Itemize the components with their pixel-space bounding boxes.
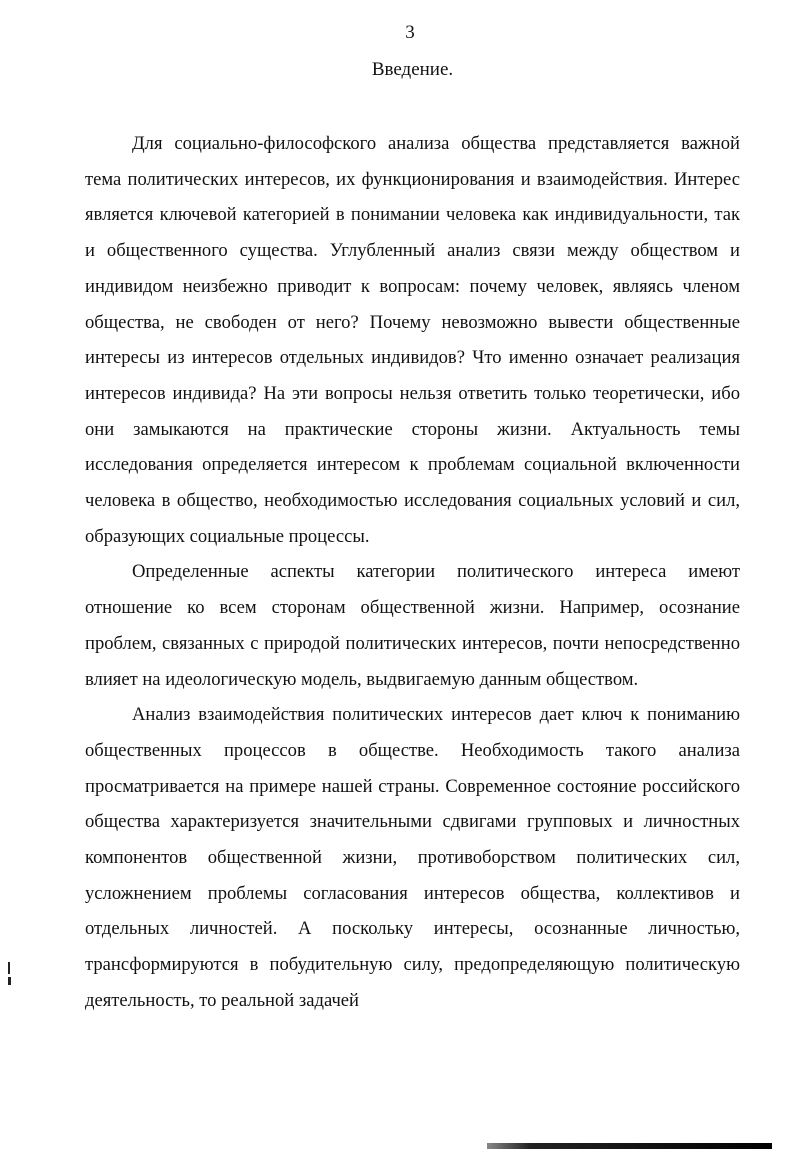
bottom-rule-line <box>487 1143 772 1149</box>
margin-scan-mark <box>8 962 11 986</box>
paragraph-2: Определенные аспекты категории политического интереса имеют отношение ко всем сторонам общественной жизни. Например, осознание проблем, связанных с природой политических интересов, почти непосредственно влияет на идеологическую модель, выдвигаемую данным обществом. <box>85 561 740 690</box>
body-text <box>85 126 740 1019</box>
paragraph-1: Для социально-философского анализа общества представляется важной тема политических интересов, их функционирования и взаимодействия. Интерес является ключевой категорией в понимании человека как индивидуальности, так и общественного существа. Углубленный анализ связи между обществом и индивидом неизбежно приводит к вопросам: почему человек, являясь членом общества, не свободен от него? Почему невозможно вывести общественные интересы из интересов отдельных индивидов? Что именно означает реализация интересов индивида? На эти вопросы нельзя ответить только теоретически, ибо они замыкаются на практические стороны жизни. Актуальность темы исследования определяется интересом к проблемам социальной включенности человека в общество, необходимостью исследования социальных условий и сил, образующих социальные процессы. <box>85 133 740 547</box>
section-title: Введение. <box>371 59 454 80</box>
paragraph-3: Анализ взаимодействия политических интересов дает ключ к пониманию общественных процессов в обществе. Необходимость такого анализа просматривается на примере нашей страны. Современное состояние российского общества характеризуется значительными сдвигами групповых и личностных компонентов общественной жизни, противоборством политических сил, усложнением проблемы согласования интересов общества, коллективов и отдельных личностей. А поскольку интересы, осознанные личностью, трансформируются в побудительную силу, предопределяющую политическую деятельность, то реальной задачей <box>85 704 740 1011</box>
page-number: 3 <box>405 22 415 43</box>
